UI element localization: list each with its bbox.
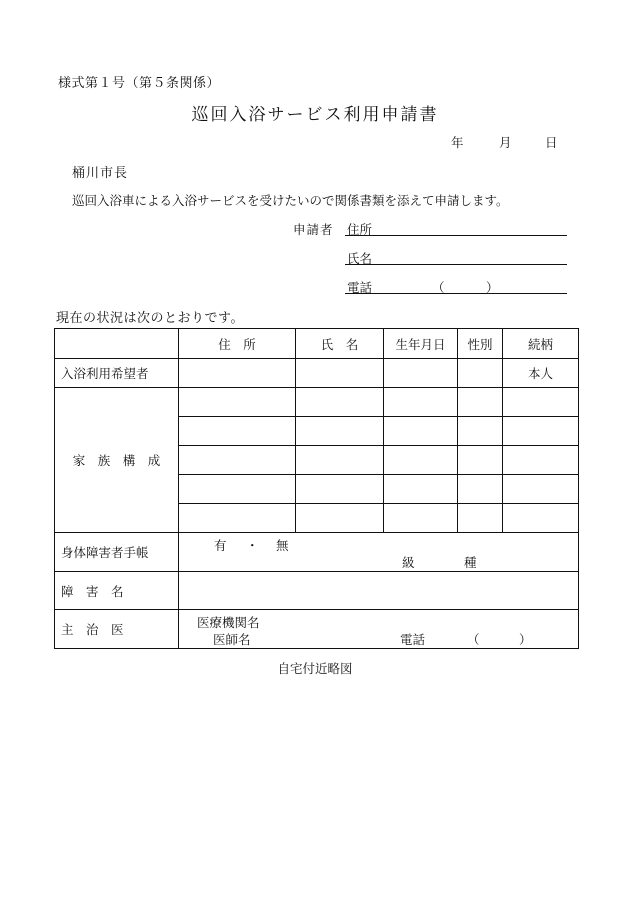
family-relation-cell[interactable]	[503, 446, 579, 475]
applicant-phone-line[interactable]	[345, 293, 567, 294]
applicant-phone-paren-close: ）	[486, 280, 499, 295]
form-title: 巡回入浴サービス利用申請書	[191, 105, 439, 125]
disability-name-label: 障 害 名	[55, 572, 179, 610]
applicant-phone-paren-open: （	[432, 280, 445, 295]
family-birthdate-cell[interactable]	[384, 388, 458, 417]
applicant-name-label: 氏名	[347, 251, 373, 266]
bath-user-address-cell[interactable]	[179, 359, 296, 388]
family-sex-cell[interactable]	[458, 504, 503, 533]
family-sex-cell[interactable]	[458, 446, 503, 475]
intro-text: 巡回入浴車による入浴サービスを受けたいので関係書類を添えて申請します。	[72, 193, 509, 208]
applicant-address-label: 住所	[347, 222, 373, 237]
disability-type-label: 種	[464, 555, 477, 570]
family-label: 家 族 構 成	[55, 388, 179, 533]
family-relation-cell[interactable]	[503, 504, 579, 533]
family-name-cell[interactable]	[296, 504, 384, 533]
family-address-cell[interactable]	[179, 388, 296, 417]
bath-user-relation: 本人	[503, 359, 579, 388]
bath-user-row	[55, 359, 579, 388]
family-birthdate-cell[interactable]	[384, 417, 458, 446]
family-sex-cell[interactable]	[458, 388, 503, 417]
physician-phone-paren-open: （	[467, 632, 480, 647]
family-birthdate-cell[interactable]	[384, 475, 458, 504]
date-day-label: 日	[545, 135, 558, 150]
family-sex-cell[interactable]	[458, 475, 503, 504]
physician-phone-label: 電話	[400, 632, 426, 647]
home-map-label: 自宅付近略図	[277, 661, 353, 676]
applicant-label: 申請者	[293, 222, 334, 237]
bath-user-name-cell[interactable]	[296, 359, 384, 388]
family-birthdate-cell[interactable]	[384, 446, 458, 475]
family-relation-cell[interactable]	[503, 388, 579, 417]
bath-user-label: 入浴利用希望者	[55, 359, 179, 388]
disability-grade-label: 級	[402, 555, 415, 570]
status-text: 現在の状況は次のとおりです。	[56, 311, 244, 326]
family-address-cell[interactable]	[179, 417, 296, 446]
table-header-row	[55, 329, 579, 359]
family-address-cell[interactable]	[179, 475, 296, 504]
table-row	[55, 388, 579, 417]
form-number: 様式第１号（第５条関係）	[58, 76, 221, 91]
col-address-header: 住 所	[179, 329, 296, 359]
family-name-cell[interactable]	[296, 446, 384, 475]
physician-row	[55, 610, 579, 649]
disability-separator: ・	[246, 538, 259, 553]
bath-user-sex-cell[interactable]	[458, 359, 503, 388]
family-sex-cell[interactable]	[458, 417, 503, 446]
physician-label: 主 治 医	[55, 610, 179, 649]
date-year-label: 年	[451, 135, 464, 150]
applicant-phone-label: 電話	[347, 280, 373, 295]
family-name-cell[interactable]	[296, 475, 384, 504]
disability-yes-option[interactable]: 有	[214, 538, 227, 553]
doctor-name-label: 医師名	[213, 632, 251, 647]
col-birthdate-header: 生年月日	[384, 329, 458, 359]
family-address-cell[interactable]	[179, 504, 296, 533]
hospital-name-label: 医療機関名	[197, 615, 260, 630]
physician-phone-paren-close: ）	[519, 632, 532, 647]
bath-user-birthdate-cell[interactable]	[384, 359, 458, 388]
applicant-address-line[interactable]	[345, 235, 567, 236]
addressee: 桶川市長	[72, 166, 129, 181]
disability-book-row	[55, 533, 579, 572]
family-name-cell[interactable]	[296, 388, 384, 417]
applicant-name-line[interactable]	[345, 264, 567, 265]
disability-book-label: 身体障害者手帳	[55, 533, 179, 572]
disability-no-option[interactable]: 無	[276, 538, 289, 553]
status-table	[54, 328, 579, 649]
disability-name-cell[interactable]	[179, 572, 579, 610]
disability-name-row	[55, 572, 579, 610]
header-blank-cell	[55, 329, 179, 359]
physician-cell[interactable]	[179, 610, 579, 649]
col-sex-header: 性別	[458, 329, 503, 359]
disability-book-cell[interactable]	[179, 533, 579, 572]
family-relation-cell[interactable]	[503, 475, 579, 504]
family-relation-cell[interactable]	[503, 417, 579, 446]
family-address-cell[interactable]	[179, 446, 296, 475]
col-name-header: 氏 名	[296, 329, 384, 359]
col-relation-header: 続柄	[503, 329, 579, 359]
date-month-label: 月	[499, 135, 512, 150]
family-name-cell[interactable]	[296, 417, 384, 446]
family-birthdate-cell[interactable]	[384, 504, 458, 533]
